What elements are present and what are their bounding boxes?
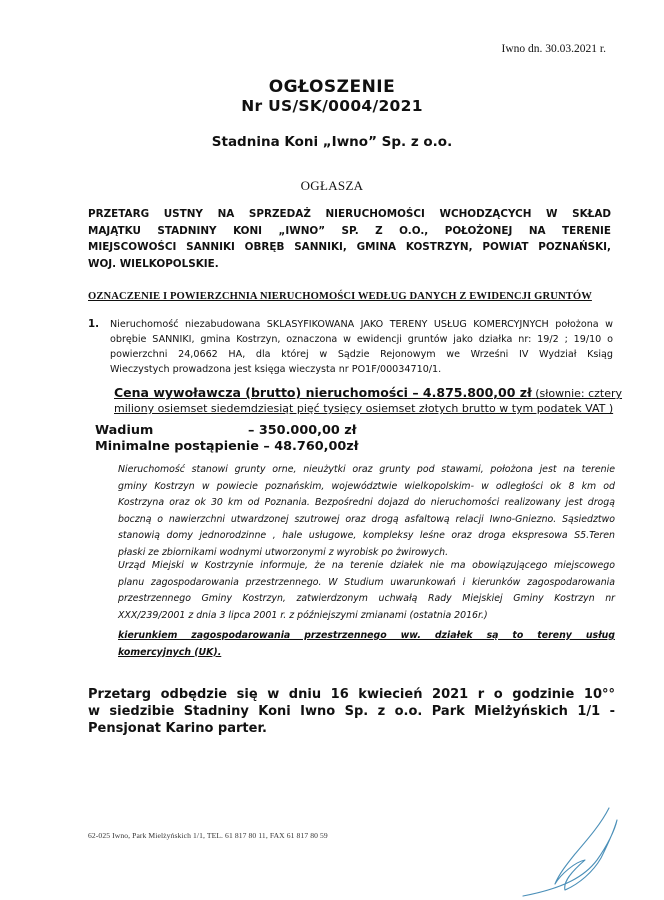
deposit-value: – 350.000,00 zł — [248, 423, 357, 438]
auction-date-location — [88, 686, 615, 737]
description-line: gminy Kostrzyn w powiecie poznańskim, województwie wielkopolskim- w odległości ok 8 km od — [118, 480, 615, 492]
auction-line: Pensjonat Karino parter. — [88, 721, 267, 736]
document-date: Iwno dn. 30.03.2021 r. — [501, 43, 606, 55]
description-line: Nieruchomość stanowi grunty orne, nieużytki oraz grunty pod stawami, położona jest na terenie — [118, 464, 615, 475]
starting-price-value: – 4.875.800,00 zł — [407, 385, 532, 400]
starting-price-line — [114, 385, 624, 401]
starting-price-words: miliony osiemset siedemdziesiąt pięć tysięcy osiemset złotych brutto w tym podatek VAT ) — [114, 402, 614, 415]
starting-price-block — [114, 385, 624, 416]
zoning-line: przestrzennego Gminy Kostrzyn, zatwierdzonym uchwałą Rady Miejskiej Gminy Kostrzyn nr — [118, 593, 615, 604]
announces-heading: OGŁASZA — [300, 178, 364, 193]
zoning-line: XXX/239/2001 z dnia 3 lipca 2001 r. z późniejszymi zmianami (ostatnia 2016r.) — [118, 609, 488, 621]
deposit-label: Wadium — [95, 423, 154, 438]
item-number: 1. — [88, 318, 100, 330]
land-use-line: komercyjnych (UK). — [118, 646, 222, 658]
tender-description — [88, 206, 611, 272]
zoning-line: Urząd Miejski w Kostrzynie informuje, że na terenie działek nie ma obowiązującego miejscowego — [118, 560, 615, 571]
item-line: Nieruchomość niezabudowana SKLASYFIKOWANA JAKO TERENY USŁUG KOMERCYJNYCH położona w — [110, 319, 613, 330]
description-line: płaski ze zbiornikami wodnymi utworzonymi z wyrobisk po żwirowych. — [118, 546, 449, 558]
starting-price-label: Cena wywoławcza (brutto) nieruchomości — [114, 385, 408, 400]
footer-contact: 62-025 Iwno, Park Mielżyńskich 1/1, TEL. 61 817 80 11, FAX 61 817 80 59 — [88, 831, 328, 840]
zoning-information — [118, 558, 615, 624]
item-line: obrębie SANNIKI, gmina Kostrzyn, oznaczona w ewidencji gruntów jako działka nr: 19/2 ; 19/10 o — [110, 334, 613, 345]
starting-price-words-start: (słownie: cztery — [535, 387, 623, 400]
section-heading: OZNACZENIE I POWIERZCHNIA NIERUCHOMOŚCI WEDŁUG DANYCH Z EWIDENCJI GRUNTÓW — [88, 291, 592, 302]
property-description — [118, 462, 615, 561]
item-line: Wieczystych prowadzona jest księga wieczysta nr PO1F/00034710/1. — [110, 364, 442, 375]
handwritten-signature — [505, 798, 623, 898]
land-use-line: kierunkiem zagospodarowania przestrzennego ww. działek są to tereny usług — [118, 630, 615, 641]
document-title: OGŁOSZENIE — [268, 77, 396, 97]
tender-line: PRZETARG USTNY NA SPRZEDAŻ NIERUCHOMOŚCI WCHODZĄCYCH W SKŁAD — [88, 208, 611, 220]
auction-line: Przetarg odbędzie się w dniu 16 kwiecień 2021 r o godzinie 10°° — [88, 687, 615, 702]
property-item — [110, 317, 613, 377]
tender-line: MAJĄTKU STADNINY KONI „IWNO” SP. Z O.O., POŁOŻONEJ NA TERENIE — [88, 224, 611, 237]
land-use-designation — [118, 628, 615, 661]
zoning-line: planu zagospodarowania przestrzennego. W Studium uwarunkowań i kierunków zagospodarowania — [118, 576, 615, 588]
description-line: stanowią domy jednorodzinne , hale usługowe, kompleksy leśne oraz droga ekspresowa S5.Teren — [118, 530, 615, 541]
description-line: boczną o nawierzchni utwardzonej szutrowej oraz drogą asfaltową relacji Iwno-Gniezno. Sąsiedztwo — [118, 513, 615, 525]
tender-line: MIEJSCOWOŚCI SANNIKI OBRĘB SANNIKI, GMINA KOSTRZYN, POWIAT POZNAŃSKI, — [88, 241, 611, 253]
tender-line: WOJ. WIELKOPOLSKIE. — [88, 257, 219, 270]
auction-line: w siedzibie Stadniny Koni Iwno Sp. z o.o. Park Mielżyńskich 1/1 - — [88, 704, 615, 719]
item-line: powierzchni 24,0662 HA, dla której w Sądzie Rejonowym we Wrześni IV Wydział Ksiąg — [110, 349, 613, 360]
minimum-bid-increment: Minimalne postąpienie – 48.760,00zł — [95, 439, 359, 454]
announcement-number: Nr US/SK/0004/2021 — [241, 97, 423, 115]
company-name: Stadnina Koni „Iwno” Sp. z o.o. — [211, 134, 453, 150]
description-line: Kostrzyna oraz ok 30 km od Poznania. Bezpośredni dojazd do nieruchomości realizowany jest drogą — [118, 497, 615, 508]
